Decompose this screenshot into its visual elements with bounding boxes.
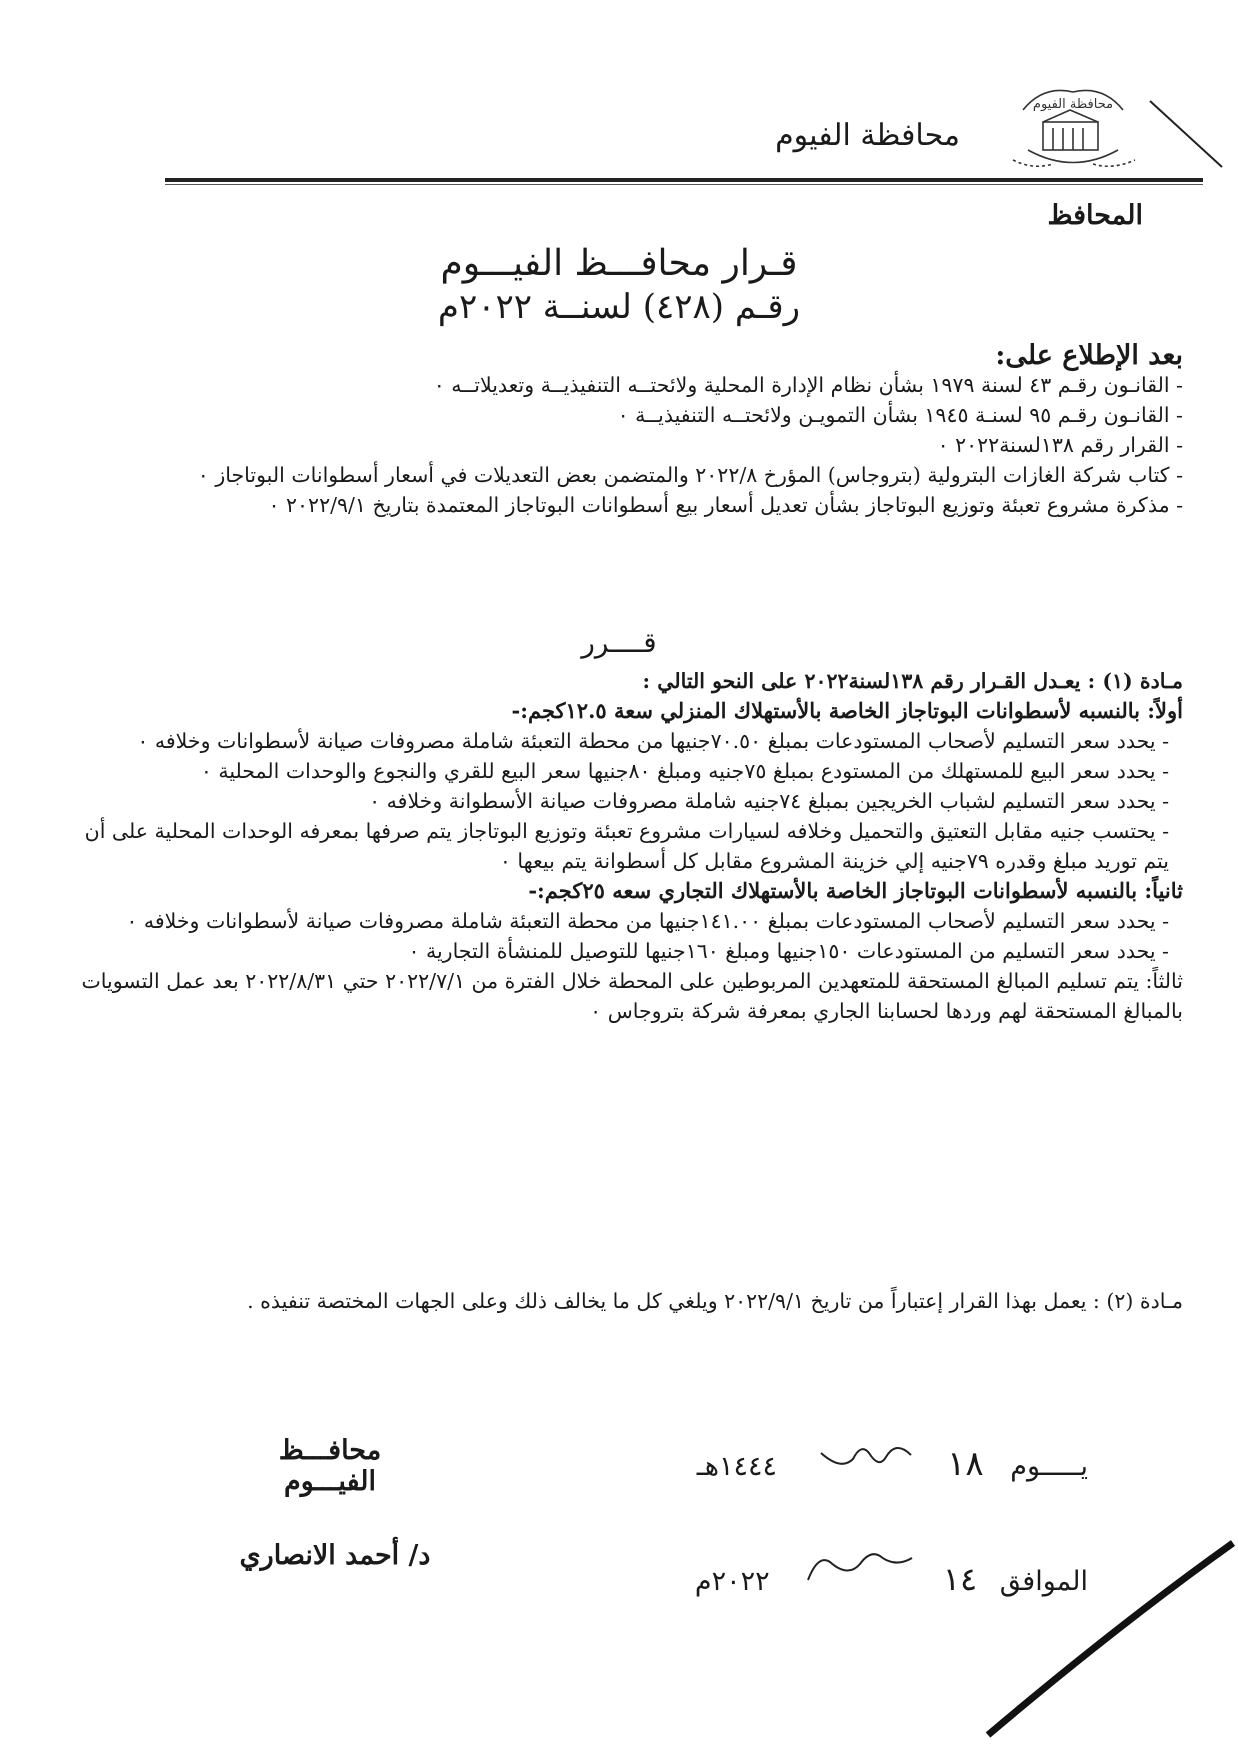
preamble-lead: بعد الإطلاع على: xyxy=(995,340,1183,371)
logo-caption: محافظة الفيوم xyxy=(1032,97,1114,112)
list-item: - يحدد سعر التسليم لأصحاب المستودعات بمبلغ ١٤١.٠٠جنيها من محطة التعبئة شاملة مصروفات صيانة لأسطوانات وخلافه ٠ xyxy=(126,909,1169,933)
greg-year: ٢٠٢٢م xyxy=(694,1566,770,1597)
decree-number: رقـم (٤٢٨) لسنــة ٢٠٢٢م xyxy=(437,287,801,327)
governorate-logo xyxy=(1003,80,1143,180)
decided-heading: قــــرر xyxy=(581,626,657,659)
authority-name: محافظة الفيوم xyxy=(775,118,960,153)
office-label: المحافظ xyxy=(1047,200,1143,231)
hijri-date-line xyxy=(608,1435,1088,1484)
preamble-item: - القانـون رقـم ٩٥ لسنـة ١٩٤٥ بشأن التمويـن ولائحتــه التنفيذيــة ٠ xyxy=(617,403,1183,427)
list-item: - يحدد سعر التسليم من المستودعات ١٥٠جنيها ومبلغ ١٦٠جنيها للتوصيل للمنشأة التجارية ٠ xyxy=(408,939,1169,963)
section-first-list xyxy=(53,726,1183,876)
header-divider xyxy=(165,178,1203,182)
preamble-item: - كتاب شركة الغازات البترولية (بتروجاس) المؤرخ ٢٠٢٢/٨ والمتضمن بعض التعديلات في أسعار أسطوانات البوتاجاز ٠ xyxy=(197,463,1183,487)
list-item: - يحتسب جنيه مقابل التعتيق والتحميل وخلافه لسيارات مشروع تعبئة وتوزيع البوتاجاز يتم صرفها بمعرفه الوحدات المحلية على أن يتم توريد مبلغ وقدره ٧٩جنيه إلي خزينة المشروع مقابل كل أسطوانة يتم بيعها ٠ xyxy=(84,819,1169,873)
day-number: ١٨ xyxy=(947,1444,984,1484)
section-third: ثالثاً: يتم تسليم المبالغ المستحقة للمتعهدين المربوطين على المحطة خلال الفترة من ٢٠٢٢/٧/١ حتي ٢٠٢٢/٨/٣١ بعد عمل التسويات بالمبالغ المستحقة لهم وردها لحسابنا الجاري بمعرفة شركة بتروجاس ٠ xyxy=(81,969,1183,1023)
decree-title: قـرار محافـــظ الفيـــوم xyxy=(440,243,798,284)
section-second-title: ثانياً: بالنسبه لأسطوانات البوتاجاز الخاصة بالأستهلاك التجاري سعه ٢٥كجم:- xyxy=(528,878,1183,903)
handwritten-month xyxy=(811,1435,921,1475)
list-item: - يحدد سعر التسليم لأصحاب المستودعات بمبلغ ٧٠.٥٠جنيها من محطة التعبئة شاملة مصروفات صيانة لأسطوانات وخلافه ٠ xyxy=(137,729,1169,753)
header-divider-thin xyxy=(165,184,1203,185)
preamble-item: - القرار رقم ١٣٨لسنة٢٠٢٢ ٠ xyxy=(937,433,1183,457)
signature-stroke xyxy=(978,1535,1238,1740)
article-1 xyxy=(53,666,1183,1026)
handwritten-month xyxy=(800,1540,920,1590)
governor-name: د/ أحمد الانصاري xyxy=(239,1540,431,1571)
corner-mark xyxy=(1140,95,1230,175)
agreed-label: الموافق xyxy=(999,1566,1088,1597)
preamble-item: - القانـون رقـم ٤٣ لسنة ١٩٧٩ بشأن نظام الإدارة المحلية ولائحتــه التنفيذيــة وتعديلاتــه ٠ xyxy=(433,373,1183,397)
list-item: - يحدد سعر التسليم لشباب الخريجين بمبلغ ٧٤جنيه شاملة مصروفات صيانة الأسطوانة وخلافه ٠ xyxy=(369,789,1169,813)
greg-day: ١٤ xyxy=(942,1560,978,1598)
governor-title: محافـــظ الفيـــوم xyxy=(278,1435,382,1497)
day-label: يـــــوم xyxy=(1010,1451,1088,1482)
article-2: مـادة (٢) : يعمل بهذا القرار إعتباراً من تاريخ ٢٠٢٢/٩/١ ويلغي كل ما يخالف ذلك وعلى الجهات المختصة تنفيذه . xyxy=(247,1289,1183,1313)
list-item: - يحدد سعر البيع للمستهلك من المستودع بمبلغ ٧٥جنيه ومبلغ ٨٠جنيها سعر البيع للقري والنجوع والوحدات المحلية ٠ xyxy=(200,759,1169,783)
section-second-list xyxy=(53,906,1183,966)
preamble-item: - مذكرة مشروع تعبئة وتوزيع البوتاجاز بشأن تعديل أسعار بيع أسطوانات البوتاجاز المعتمدة بتاريخ ٢٠٢٢/٩/١ ٠ xyxy=(268,493,1183,517)
article-1-text: مـادة (١) : يعـدل القـرار رقم ١٣٨لسنة٢٠٢٢ على النحو التالي : xyxy=(642,669,1183,693)
section-first-title: أولاً: بالنسبه لأسطوانات البوتاجاز الخاصة بالأستهلاك المنزلي سعة ١٢.٥كجم:- xyxy=(511,698,1183,723)
hijri-year: ١٤٤٤هـ xyxy=(696,1451,777,1482)
preamble-list xyxy=(53,370,1183,520)
